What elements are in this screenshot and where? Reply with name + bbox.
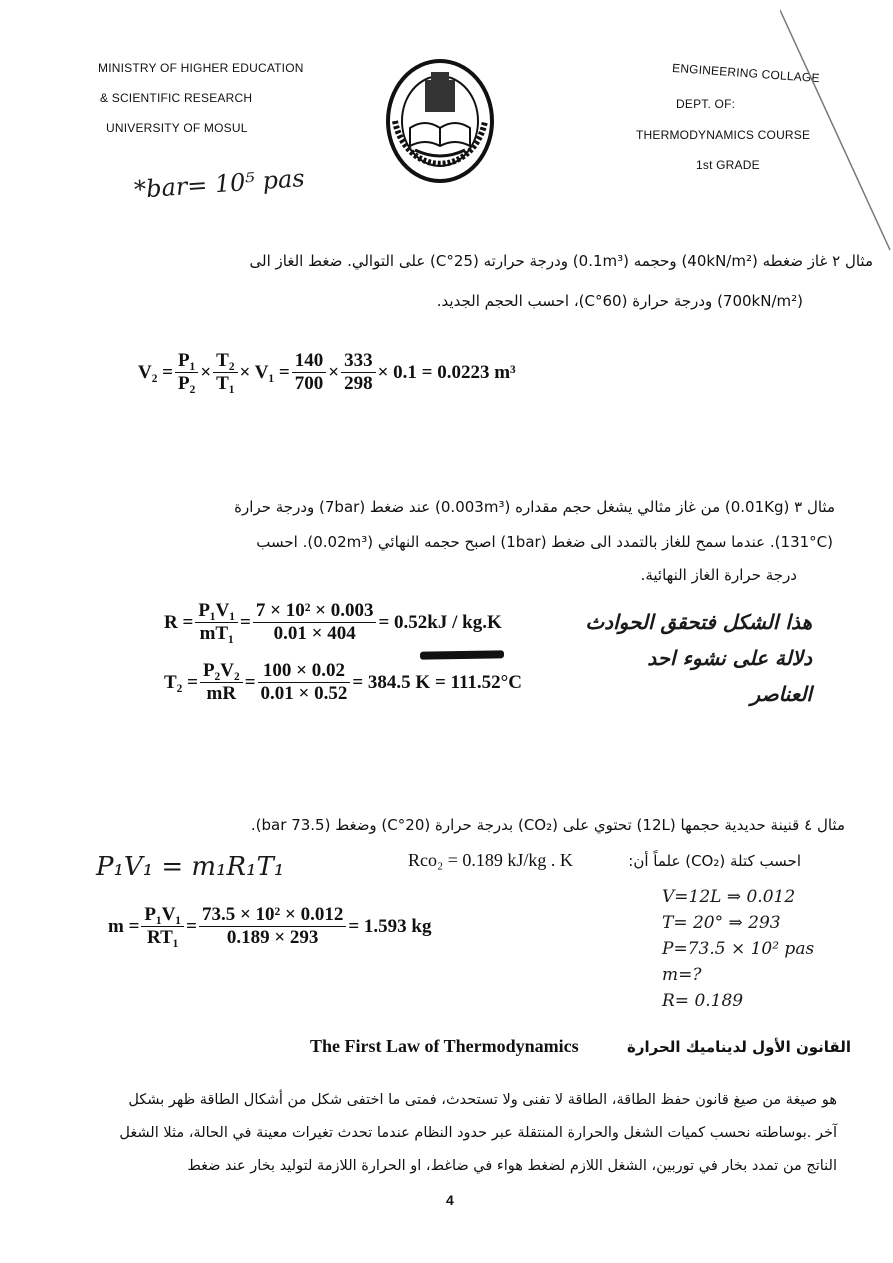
- university-seal: [385, 58, 495, 184]
- eq3a-d1: mT₁: [199, 623, 234, 644]
- header-course: THERMODYNAMICS COURSE: [636, 128, 811, 142]
- header-college: ENGINEERING COLLAGE: [671, 60, 821, 86]
- given-t: T= 20° ⇒ 293: [662, 913, 781, 933]
- eq3b-result: = 384.5 K = 111.52°C: [352, 671, 522, 693]
- eq4-n1: P₁V₁: [141, 904, 184, 927]
- example3-equation-t2: T₂ = $\frac{\text{P₂V₂}}{mR}$ = $\frac{100 \times 0.02}{0.01 \times 0.52}$ = 384.5 K = 111.52°C: [164, 660, 522, 704]
- first-law-title-ar: القانون الأول لديناميك الحرارة: [627, 1038, 851, 1056]
- handwritten-givens: [662, 884, 814, 1014]
- handnote-line2: دلالة على نشوء احد: [647, 646, 812, 670]
- eq2-result: × 0.1 = 0.0223 m³: [377, 361, 516, 383]
- eq3a-lhs: R =: [164, 611, 194, 633]
- handwritten-arabic-note: [552, 604, 812, 712]
- handwritten-bar-note: *bar= 10⁵ pas: [133, 164, 306, 204]
- eq2-t1: T₁: [216, 373, 235, 394]
- eq3b-n1: P₂V₂: [200, 660, 243, 683]
- example4-line2: احسب كتلة (CO₂) علماً أن:: [628, 852, 801, 870]
- header-university: UNIVERSITY OF MOSUL: [106, 121, 248, 135]
- header-scientific: & SCIENTIFIC RESEARCH: [100, 91, 253, 105]
- first-law-para-line2: آخر .بوساطته نحسب كميات الشغل والحرارة المنتقلة عبر حدود النظام عندما تحدث تغيرات معينة في الحالة، مثلا الشغل: [119, 1125, 837, 1141]
- eq3a-d2: 0.01 × 404: [273, 623, 356, 644]
- example4-equation: m = $\frac{\text{P₁V₁}}{\text{RT₁}}$ = $\frac{\text{73.5 × 10² × 0.012}}{0.189 \times 293}$ = 1.593 kg: [108, 904, 432, 948]
- example3-line3: درجة حرارة الغاز النهائية.: [640, 566, 797, 584]
- eq2-n2: 333: [341, 350, 376, 373]
- page-number: 4: [446, 1192, 454, 1208]
- eq4-n2: 73.5 × 10² × 0.012: [199, 904, 346, 927]
- handnote-line1: هذا الشكل فتحقق الحوادث: [585, 610, 812, 634]
- eq3b-lhs: T₂ =: [164, 671, 198, 693]
- header-dept: DEPT. OF:: [676, 97, 736, 111]
- given-p: P=73.5 × 10² pas: [662, 939, 815, 959]
- eq2-n1: 140: [292, 350, 327, 373]
- eq2-p1: P₁: [175, 350, 198, 373]
- eq4-d2: 0.189 × 293: [226, 927, 319, 948]
- example2-equation: V₂ = $\frac{\text{P₁}}{\text{P₂}}$ × $\frac{\text{T₂}}{\text{T₁}}$ × V₁ = $\frac{140}{700}$ × $\frac{333}{298}$ × 0.1 = 0.0223 m³: [138, 350, 516, 394]
- eq3b-d1: mR: [206, 683, 237, 704]
- eq2-t2: T₂: [213, 350, 237, 373]
- example2-line2: (700kN/m²) ودرجة حرارة (60°C)، احسب الحجم الجديد.: [436, 292, 803, 310]
- eq3b-d2: 0.01 × 0.52: [260, 683, 348, 704]
- eq2-d2: 298: [344, 373, 373, 394]
- eq3b-n2: 100 × 0.02: [258, 660, 351, 683]
- example4-line1: مثال ٤ قنينة حديدية حجمها (12L) تحتوي على (CO₂) بدرجة حرارة (20°C) وضغط (73.5 bar).: [250, 816, 845, 834]
- eq4-lhs: m =: [108, 915, 140, 937]
- example3-line2: (131°C). عندما سمح للغاز بالتمدد الى ضغط (1bar) اصبح حجمه النهائي (0.02m³). احسب: [256, 533, 833, 551]
- eq2-p2: P₂: [178, 373, 196, 394]
- example2-line1: مثال ٢ غاز ضغطه (40kN/m²) وحجمه (0.1m³) ودرجة حرارته (25°C) على التوالي. ضغط الغاز الى: [249, 252, 873, 270]
- eq4-result: = 1.593 kg: [348, 915, 432, 937]
- given-m: m=?: [662, 965, 702, 985]
- handnote-line3: العناصر: [750, 682, 812, 706]
- header-ministry: MINISTRY OF HIGHER EDUCATION: [98, 61, 304, 75]
- eq2-d1: 700: [294, 373, 324, 394]
- eq3a-n1: P₁V₁: [195, 600, 238, 623]
- header-grade: 1st GRADE: [696, 158, 760, 172]
- eq4-d1: RT₁: [147, 927, 179, 948]
- eq3a-result: = 0.52kJ / kg.K: [378, 611, 502, 633]
- example3-equation-r: R = $\frac{\text{P₁V₁}}{\text{mT₁}}$ = $\frac{\text{7 × 10² × 0.003}}{0.01 \times 404}$ = 0.52kJ / kg.K: [164, 600, 502, 644]
- first-law-title-en: The First Law of Thermodynamics: [310, 1036, 579, 1056]
- first-law-para-line3: الناتج من تمدد بخار في توربين، الشغل اللازم لضغط هواء في ضاغط، او الحرارة اللازمة لتوليد بخار عند ضغط: [187, 1158, 837, 1174]
- handwritten-gas-law: P₁V₁ = m₁R₁T₁: [96, 852, 285, 882]
- eq3a-n2: 7 × 10² × 0.003: [253, 600, 377, 623]
- rco2-value: Rco₂ = 0.189 kJ/kg . K: [408, 850, 573, 870]
- scan-edge-line: [780, 0, 893, 260]
- given-r: R= 0.189: [662, 991, 744, 1011]
- given-v: V=12L ⇒ 0.012: [662, 887, 796, 907]
- eq2-lhs: V₂ =: [138, 361, 173, 383]
- first-law-para-line1: هو صيغة من صيغ قانون حفظ الطاقة، الطاقة لا تفنى ولا تستحدث، فمتى ما اختفى شكل من أشكال الطاقة ظهر بشكل: [128, 1092, 837, 1108]
- eq2-mid: × V₁ =: [239, 361, 290, 383]
- example3-line1: مثال ٣ (0.01Kg) من غاز مثالي يشغل حجم مقداره (0.003m³) عند ضغط (7bar) ودرجة حرارة: [234, 498, 835, 516]
